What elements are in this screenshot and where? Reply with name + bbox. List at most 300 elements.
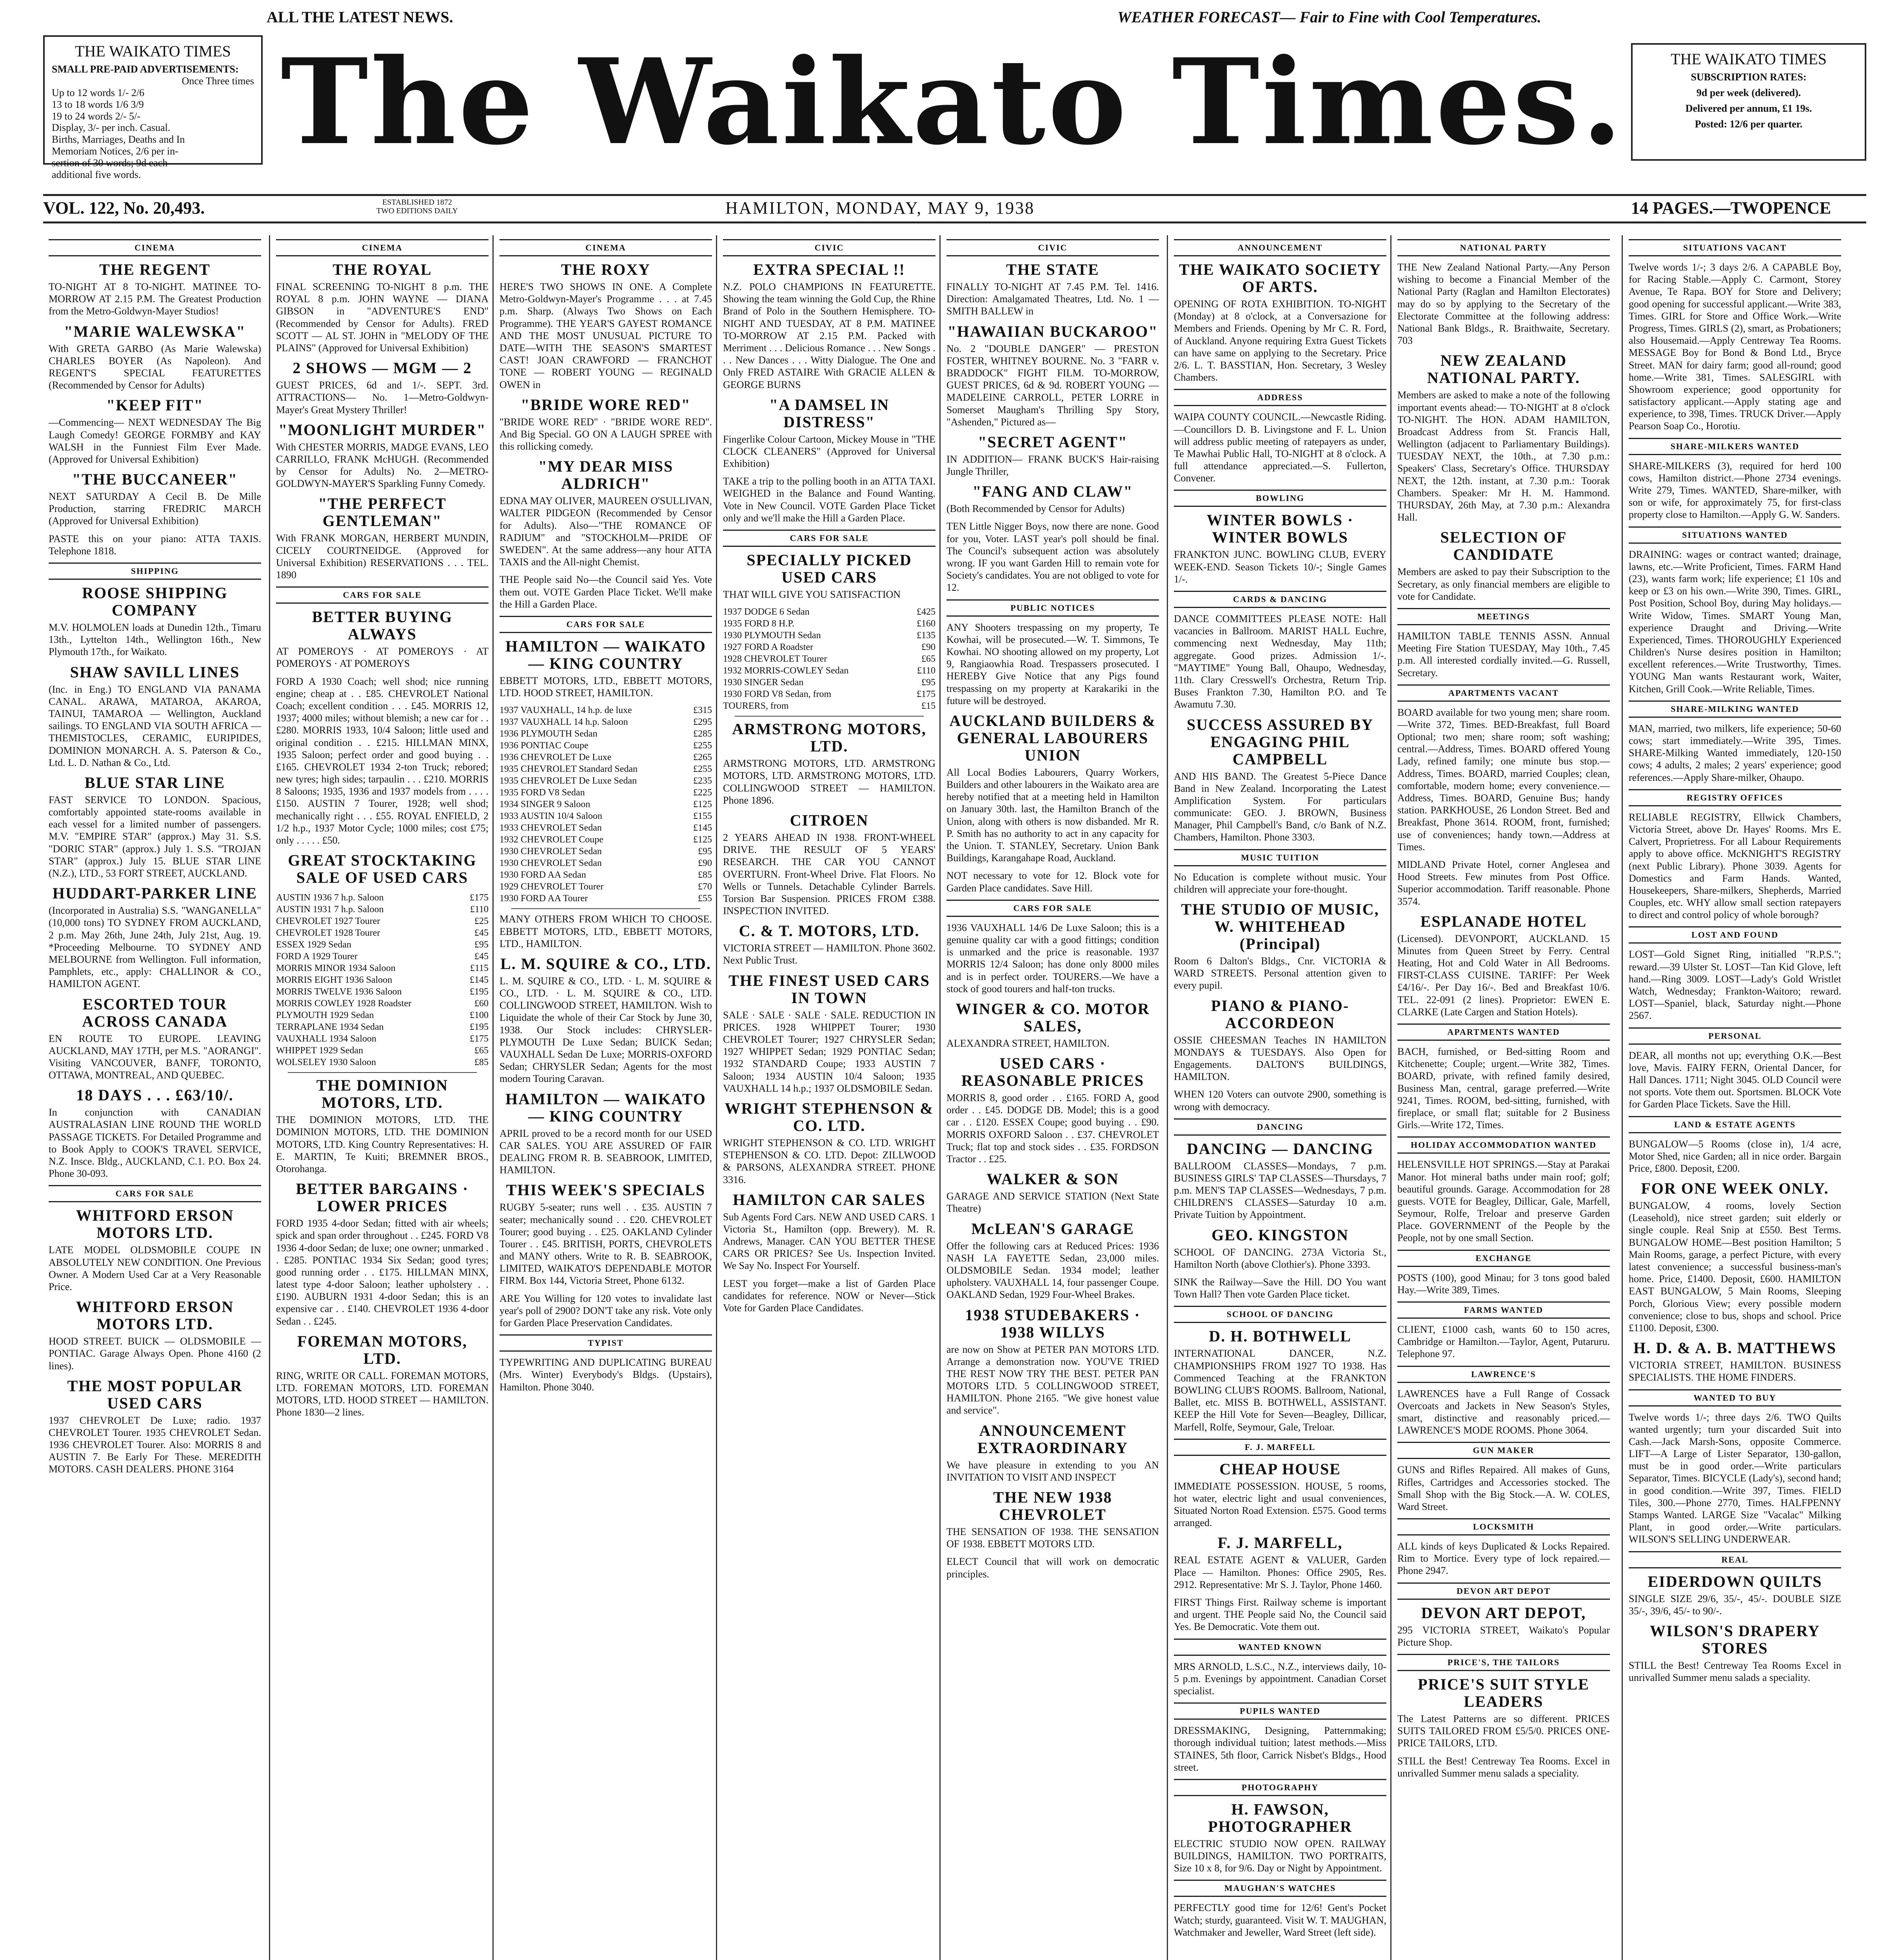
ad-heading: PRICE'S SUIT STYLE LEADERS (1418, 1675, 1589, 1710)
price-row-amount: £145 (693, 823, 712, 833)
ad-text: In conjunction with CANADIAN AUSTRALASIAN LINE ROUND THE WORLD PASSAGE TICKETS. For Detailed Programme and to Book Apply to COOK'S TRAVEL SERVICE, N.Z. Insce. Bldg., AUCKLAND, C.1. P.O. Box 24. Phone 30-093. (49, 1107, 261, 1180)
ad-text: 1937 CHEVROLET De Luxe; radio. 1937 CHEVROLET Tourer. 1935 CHEVROLET Sedan. 1936 CHEVROLET Tourer. Also: MORRIS 8 and AUSTIN 7. Be Early For These. MEREDITH MOTORS. CASH DEALERS. PHONE 3164 (49, 1414, 261, 1475)
price-row (500, 810, 712, 822)
ad-item (1629, 460, 1841, 521)
ad-item (500, 573, 712, 610)
price-row-amount: £175 (470, 1034, 489, 1044)
ad-text: LATE MODEL OLDSMOBILE COUPE IN ABSOLUTELY NEW CONDITION. One Previous Owner. A Modern Used Car at a Very Reasonable Price. (49, 1244, 261, 1292)
ad-item (1174, 1534, 1386, 1591)
ad-text: Room 6 Dalton's Bldgs., Cnr. VICTORIA & WARD STREETS. Personal attention given to every pupil. (1174, 955, 1386, 991)
section-heading: LAND & ESTATE AGENTS (1629, 1116, 1841, 1133)
ad-heading: "MOONLIGHT MURDER" (278, 421, 486, 439)
ad-text: FAST SERVICE TO LONDON. Spacious, comfortably appointed state-rooms available in each vessel for a limited number of passengers. M.V. "EMPIRE STAR" (approx.) May 31. S.S. "DORIC STAR" (approx.) July 1. S.S. "TROJAN STAR" (approx.) July 15. BLUE STAR LINE (N.Z.), LTD., 53 FORT STREET, AUCKLAND. (49, 794, 261, 879)
section-heading: SCHOOL OF DANCING (1174, 1306, 1386, 1323)
price-row (276, 904, 489, 915)
ad-item (276, 261, 489, 354)
price-row (276, 986, 489, 998)
price-row-item: MORRIS MINOR 1934 Saloon (276, 963, 396, 974)
section-heading: TYPIST (500, 1334, 712, 1352)
ad-heading: "SECRET AGENT" (978, 433, 1128, 451)
ad-text: EDNA MAY OLIVER, MAUREEN O'SULLIVAN, WALTER PIDGEON (Recommended by Censor for Adults). Also—"THE ROMANCE OF RADIUM" and "STOCKHOLM—PRIDE OF SWEDEN". At the same address—any hour ATTA TAXIS and the All-night Chemist. (500, 495, 712, 568)
ad-heading: THE STATE (1006, 261, 1099, 278)
section-heading: PUPILS WANTED (1174, 1702, 1386, 1720)
ad-text: THE New Zealand National Party.—Any Person wishing to become a Financial Member of the National Party (Raglan and Hamilton Electorates) may do so by applying to the Secretary of the Electorate Committee at the following address: National Bank Bldgs., R. Braithwaite, Secretary. 703 (1397, 261, 1610, 347)
ad-heading: DANCING — DANCING (1186, 1140, 1374, 1158)
price-row-amount: £110 (917, 666, 935, 676)
ad-heading: EXTRA SPECIAL !! (753, 261, 905, 278)
section-heading: ADDRESS (1174, 389, 1386, 406)
ad-item (49, 1298, 261, 1372)
ad-text: L. M. SQUIRE & CO., LTD. · L. M. SQUIRE & CO., LTD. · L. M. SQUIRE & CO., LTD. COLLINGWOOD STREET, HAMILTON. Wish to Liquidate the whole of their Car Stock by June 30, 1938. Our Stock includes: CHRYSLER-PLYMOUTH De Luxe Sedan; BUICK Sedan; VAUXHALL Sedan De Luxe; MORRIS-OXFORD Sedan; CHRYSLER Sedan; Agents for the most modern Touring Caravan. (500, 975, 712, 1085)
price-row-amount: £135 (917, 630, 935, 641)
ad-item (500, 955, 712, 1085)
ad-heading: 2 SHOWS — MGM — 2 (292, 359, 472, 377)
price-row-amount: £145 (470, 975, 489, 985)
section-heading: CIVIC (723, 239, 935, 256)
ad-text: Sub Agents Ford Cars. NEW AND USED CARS. 1 Victoria St., Hamilton (opp. Brewery). M. R. Andrews, Manager. CAN YOU BETTER THESE CARS OR PRICES? See Us. Inspection Invited. We Say No. Inspect For Yourself. (723, 1211, 935, 1272)
subscription-line: 9d per week (delivered). (1696, 87, 1801, 98)
ad-text: FINALLY TO-NIGHT AT 7.45 P.M. Tel. 1416. Direction: Amalgamated Theatres, Ltd. No. 1 — SMITH BALLEW in (946, 281, 1159, 317)
ad-heading: McLEAN'S GARAGE (971, 1220, 1134, 1238)
ad-text: ALEXANDRA STREET, HAMILTON. (946, 1037, 1110, 1049)
ad-text: WHEN 120 Voters can outvote 2900, something is wrong with democracy. (1174, 1089, 1386, 1112)
ad-heading: "MY DEAR MISS ALDRICH" (538, 457, 674, 493)
ad-text: Twelve words 1/-; three days 2/6. TWO Quilts wanted urgently; turn your discarded Suit into Cash.—Jack Marsh-Sons, opposite Commerce. LIFT—A Large of Lister Separator, 130-gallon, must be in good order.—Write particulars Separator, Times. BICYCLE (Lady's), second hand; in good condition.—Write 397, Times. FIELD Tiles, 300.—Phone 2770, Times. HALFPENNY Stamps Wanted. LARGE Size "Vacalac" Milking Plant, in good order.—Write particulars. WILSON'S SELLING UNDERWEAR. (1629, 1411, 1841, 1545)
ad-item (276, 495, 489, 581)
ad-item (723, 1191, 935, 1272)
section-heading: CARS FOR SALE (276, 586, 489, 604)
ad-item (723, 475, 935, 524)
price-row-item: 1930 FORD AA Tourer (500, 893, 588, 904)
ad-heading: USED CARS · REASONABLE PRICES (961, 1054, 1144, 1090)
ad-text: TYPEWRITING AND DUPLICATING BUREAU (Mrs. Winter) Everybody's Bldgs. (Upstairs), Hamilton. Phone 3040. (500, 1357, 712, 1393)
column-rule (939, 235, 941, 1960)
ad-text: 1936 VAUXHALL 14/6 De Luxe Saloon; this is a genuine quality car with a good fittings; condition is unmarked and the price is reasonable. 1937 MORRIS 12/4 Saloon; has done only 8000 miles and is in perfect order. TOURERS.—We have a stock of good tourers and half-ton trucks. (946, 922, 1159, 995)
ad-item (723, 922, 935, 966)
newspaper-column (1168, 235, 1392, 1960)
price-row (723, 677, 935, 688)
ad-text: DANCE COMMITTEES PLEASE NOTE: Hall vacancies in Ballroom. MARIST HALL Euchre, commencing next Wednesday, May 11th; aggregate. Good prizes. Admission 1/-. "MAYTIME" Young Ball, Ohaupo, Wednesday, 11th. Clary Cresswell's Orchestra, Return Trip. Buses Frankton 7.30, Hamilton P.O. and Te Awamutu 7.30. (1174, 613, 1386, 710)
price-row-amount: £65 (474, 1045, 489, 1056)
price-row-item: 1934 SINGER 9 Saloon (500, 799, 590, 810)
small-ads-line: SMALL PRE-PAID ADVERTISEMENTS: (52, 64, 239, 75)
price-row-item: MORRIS TWELVE 1936 Saloon (276, 987, 402, 997)
price-row-item: PLYMOUTH 1929 Sedan (276, 1010, 374, 1021)
section-heading: APARTMENTS VACANT (1397, 684, 1610, 702)
ad-text: SINGLE SIZE 29/6, 35/-, 45/-. DOUBLE SIZE 35/-, 39/6, 45/- to 90/-. (1629, 1593, 1841, 1617)
section-heading: DEVON ART DEPOT (1397, 1583, 1610, 1600)
ad-heading: HUDDART-PARKER LINE (52, 884, 258, 902)
column-rule (716, 235, 717, 1960)
ad-heading: THE ROXY (561, 261, 651, 278)
ad-item (1397, 913, 1610, 1018)
ad-item (1174, 512, 1386, 585)
column-rule (492, 235, 494, 1960)
price-row (500, 893, 712, 904)
ad-text: BALLROOM CLASSES—Mondays, 7 p.m. BUSINESS GIRLS' TAP CLASSES—Thursdays, 7 p.m. MEN'S TAP CLASSES—Wednesdays, 7 p.m. CHILDREN'S CLASSES—Saturday 10 a.m. Private Tuition by Appointment. (1174, 1160, 1386, 1221)
ad-item (1629, 811, 1841, 921)
price-row (276, 1045, 489, 1056)
price-row (500, 740, 712, 751)
ad-text: SINK the Railway—Save the Hill. DO You want Town Hall? Then vote Garden Place ticket. (1174, 1276, 1386, 1300)
section-heading: DANCING (1174, 1118, 1386, 1136)
section-heading: GUN MAKER (1397, 1442, 1610, 1459)
section-heading: PRICE'S, THE TAILORS (1397, 1654, 1610, 1671)
price-list-divider (511, 908, 700, 909)
ad-text: BOARD available for two young men; share room.—Write 372, Times. BED-Breakfast, full Board Optional; two men; share room; soft washing; central.—Address, Times. BOARD offered Young Lady, refined family; one minute bus stop.—Address, Times. BOARD, married Couples; clean, comfortable, modern home; every convenience.—Address, Times. BOARD, Genuine Bus; handy station. PARKHOUSE, 26 London Street. Bed and Breakfast, Phone 3614. ROOM, front, furnished; use of conveniences; handy town.—Address at Times. (1397, 706, 1610, 853)
ad-item (723, 720, 935, 806)
ad-item (49, 664, 261, 769)
ad-heading: ESCORTED TOUR ACROSS CANADA (82, 995, 228, 1030)
ad-text: VICTORIA STREET — HAMILTON. Phone 3602. Next Public Trust. (723, 942, 935, 966)
price-row-item: TERRAPLANE 1934 Sedan (276, 1022, 384, 1033)
price-row-item: 1930 SINGER Sedan (723, 677, 804, 688)
ad-item (1397, 1388, 1610, 1437)
ad-heading: BETTER BUYING ALWAYS (312, 608, 453, 643)
small-ads-line: additional five words. (52, 169, 141, 181)
section-heading: SHARE-MILKING WANTED (1629, 701, 1841, 718)
price-row-amount: £125 (693, 799, 712, 810)
price-row-item: 1937 VAUXHALL, 14 h.p. de luxe (500, 705, 632, 716)
price-row-item: 1933 CHEVROLET Sedan (500, 823, 602, 833)
price-row (276, 951, 489, 962)
ad-item (49, 885, 261, 990)
ad-item (1174, 1902, 1386, 1938)
ad-item (1629, 1180, 1841, 1334)
price-row-item: 1928 CHEVROLET Tourer (723, 654, 827, 664)
small-ads-rates-box (43, 35, 263, 181)
ad-item (1174, 1801, 1386, 1875)
ad-item (1174, 1088, 1386, 1112)
section-heading: LOST AND FOUND (1629, 926, 1841, 944)
ad-item (276, 1077, 489, 1175)
column-rule (1167, 235, 1168, 1960)
price-row-item: WOLSELEY 1930 Saloon (276, 1057, 376, 1068)
price-row-item: 1930 CHEVROLET Sedan (500, 858, 602, 869)
price-row-item: 1935 FORD 8 H.P. (723, 619, 795, 629)
price-row-item: FORD A 1929 Tourer (276, 951, 358, 962)
section-heading: APARTMENTS WANTED (1397, 1024, 1610, 1041)
section-heading: CINEMA (500, 239, 712, 256)
ad-text: We have pleasure in extending to you AN INVITATION TO VISIT AND INSPECT (946, 1459, 1159, 1483)
price-row-item: CHEVROLET 1927 Tourer (276, 916, 380, 927)
section-heading: REGISTRY OFFICES (1629, 789, 1841, 806)
price-row (276, 1056, 489, 1068)
ad-item (946, 621, 1159, 707)
section-heading: PHOTOGRAPHY (1174, 1779, 1386, 1796)
price-row-amount: £255 (693, 740, 712, 751)
ad-text: AND HIS BAND. The Greatest 5-Piece Dance Band in New Zealand. Incorporating the Latest Amplification System. For particulars communicate: GEO. J. BROWN, Business Manager, Phil Campbell's Band, c/o Bank of N.Z. Chambers, Hamilton. Phone 3303. (1174, 770, 1386, 843)
ad-text: FIRST Things First. Railway scheme is important and urgent. THE People said No, the Council said Yes. Be Democratic. Vote them out. (1174, 1597, 1386, 1633)
ad-item (1629, 1138, 1841, 1175)
ad-text: GUNS and Rifles Repaired. All makes of Guns, Rifles, Cartridges and Accessories stocked. The Small Shop with the Big Stock.—A. W. COLES, Ward Street. (1397, 1464, 1610, 1512)
ad-item (1397, 261, 1610, 347)
ad-text: REAL ESTATE AGENT & VALUER, Garden Place — Hamilton. Phones: Office 2905, Res. 2912. Representative: Mr S. J. Taylor, Phone 1460. (1174, 1554, 1386, 1590)
ad-text: IMMEDIATE POSSESSION. HOUSE, 5 rooms, hot water, electric light and usual conveniences, Situated Norton Road Extension. £575. Good terms arranged. (1174, 1480, 1386, 1529)
ad-heading: "MARIE WALEWSKA" (64, 322, 246, 340)
ad-item (1629, 948, 1841, 1022)
ad-item (723, 972, 935, 1094)
ad-text: NOT necessary to vote for 12. Block vote for Garden Place candidates. Save Hill. (946, 870, 1159, 894)
ad-item (946, 1489, 1159, 1550)
ad-text: INTERNATIONAL DANCER, N.Z. CHAMPIONSHIPS FROM 1927 TO 1938. Has Commenced Teaching at the FRANKTON BOWLING CLUB'S ROOMS. Ballroom, National, Ballet, etc. MISS B. BOTHWELL, ASSISTANT. KEEP the Hill Vote for Seven—Beagley, Dillicar, Marfell, Rolfe, Seymour, Gale, Treloar. (1174, 1348, 1386, 1433)
ad-heading: DEVON ART DEPOT, (1421, 1604, 1586, 1622)
price-row-amount: £155 (693, 811, 712, 822)
ad-item (500, 1091, 712, 1176)
price-row (276, 1033, 489, 1045)
ad-text: POSTS (100), good Minau; for 3 tons good baled Hay.—Write 389, Times. (1397, 1272, 1610, 1296)
ad-heading: WRIGHT STEPHENSON & CO. LTD. (725, 1099, 934, 1134)
ad-item (1174, 997, 1386, 1083)
ad-heading: EIDERDOWN QUILTS (1648, 1572, 1822, 1590)
ad-item (49, 323, 261, 392)
price-row (276, 962, 489, 974)
ad-heading: HAMILTON CAR SALES (733, 1191, 926, 1209)
ad-text: No. 2 "DOUBLE DANGER" — PRESTON FOSTER, WHITNEY BOURNE. No. 3 "FARR v. BRADDOCK" FIGHT FILM. TO-MORROW, GUEST PRICES, 6d & 9d. ROBERT YOUNG — MADELEINE CARROLL, PETER LORRE in Somerset Maugham's Thrilling Spy Story, "Ashenden," Pictured as— (946, 343, 1159, 428)
ad-heading: THE WAIKATO SOCIETY OF ARTS. (1179, 261, 1381, 296)
newspaper-column (43, 235, 267, 1960)
price-row-item: AUSTIN 1936 7 h.p. Saloon (276, 893, 384, 903)
small-ads-box-title: THE WAIKATO TIMES (75, 42, 231, 60)
section-heading: HOLIDAY ACCOMMODATION WANTED (1397, 1136, 1610, 1154)
ad-item (1629, 1339, 1841, 1383)
column-rule (1390, 235, 1391, 1960)
price-row (500, 857, 712, 869)
ad-item (1629, 1622, 1841, 1684)
ad-item (946, 483, 1159, 515)
ad-item (946, 869, 1159, 894)
price-row-amount: £425 (917, 607, 935, 617)
price-row (276, 1021, 489, 1033)
ad-heading: SELECTION OF CANDIDATE (1440, 528, 1567, 564)
price-row (500, 846, 712, 857)
price-row-amount: £160 (917, 619, 935, 629)
ad-item (1174, 1140, 1386, 1221)
ad-heading: "FANG AND CLAW" (972, 483, 1133, 501)
ad-text: ARMSTRONG MOTORS, LTD. ARMSTRONG MOTORS, LTD. ARMSTRONG MOTORS, LTD. COLLINGWOOD STREET — HAMILTON. Phone 1896. (723, 758, 935, 806)
section-heading: EXCHANGE (1397, 1250, 1610, 1267)
ad-item (1174, 871, 1386, 895)
price-row-amount: £115 (470, 963, 489, 974)
ad-heading: "KEEP FIT" (106, 396, 203, 414)
section-heading: LAWRENCE'S (1397, 1366, 1610, 1383)
ad-item (723, 1278, 935, 1314)
ad-text: M.V. HOLMOLEN loads at Dunedin 12th., Timaru 13th., Lyttelton 14th., Wellington 16th., New Plymouth 17th., for Waikato. (49, 622, 261, 658)
ad-item (946, 323, 1159, 428)
small-ads-line: sertion of 30 words; 9d each (52, 157, 168, 169)
ad-item (49, 1087, 261, 1180)
price-row (500, 763, 712, 775)
price-row (276, 927, 489, 939)
price-row (500, 869, 712, 881)
price-row-item: AUSTIN 1931 7 h.p. Saloon (276, 904, 384, 915)
price-row (500, 799, 712, 810)
ad-text: AT POMEROYS · AT POMEROYS · AT POMEROYS · AT POMEROYS (276, 646, 489, 670)
ad-item (276, 1180, 489, 1327)
ad-heading: GREAT STOCKTAKING SALE OF USED CARS (288, 851, 477, 887)
price-list-divider (735, 716, 924, 717)
ad-item (946, 1220, 1159, 1301)
price-row-amount: £100 (470, 1010, 489, 1021)
column-rule (269, 235, 270, 1960)
ad-item (49, 1377, 261, 1475)
ad-text: DRAINING: wages or contract wanted; drainage, lawns, etc.—Write Proficient, Times. FARM Hand (23), wants farm work; life experience; £1 10s and keep or £3 on his own.—Write 390, Times. GIRL, Post Position, School Boy, during May holidays.—Write Widow, Times. SMART Young Man, experience Draught and Driving.—Write Experienced, Times. THOROUGHLY Experienced Children's Nurse desires position in Hamilton; excellent references.—Write Trustworthy, Times. YOUNG Man wants Restaurant work, Waiter, Kitchen, Grill Cook.—Write Reliable, Times. (1629, 548, 1841, 695)
ad-item (49, 584, 261, 658)
ad-item (946, 712, 1159, 864)
price-row (723, 618, 935, 630)
ad-text: SALE · SALE · SALE · SALE. REDUCTION IN PRICES. 1928 WHIPPET Tourer; 1930 CHEVROLET Tourer; 1927 CHRYSLER Sedan; 1927 WHIPPET Sedan; 1929 PONTIAC Sedan; 1932 STANDARD Coupe; 1933 AUSTIN 7 Saloon; 1934 AUSTIN 10/4 Saloon; 1935 VAUXHALL 14 h.p.; 1937 OLDSMOBILE Sedan. (723, 1009, 935, 1094)
ad-text: ARE You Willing for 120 votes to invalidate last year's poll of 2900? DON'T take any risk. Vote only for Garden Place Preservation Candidates. (500, 1292, 712, 1328)
section-heading: PUBLIC NOTICES (946, 599, 1159, 617)
subscription-line: Posted: 12/6 per quarter. (1695, 118, 1803, 130)
ad-text: GARAGE AND SERVICE STATION (Next State Theatre) (946, 1191, 1159, 1214)
ad-item (1174, 411, 1386, 484)
small-ads-line: Memoriam Notices, 2/6 per in- (52, 145, 178, 157)
ad-item (1397, 1045, 1610, 1131)
ad-item (49, 774, 261, 879)
ad-text: SCHOOL OF DANCING. 273A Victoria St., Hamilton North (above Clothier's). Phone 3393. (1174, 1246, 1386, 1270)
ad-item (1174, 261, 1386, 383)
ad-item (1397, 706, 1610, 853)
price-row-item: 1935 CHEVROLET De Luxe Sedan (500, 776, 637, 786)
ad-text: 295 VICTORIA STREET, Waikato's Popular Picture Shop. (1397, 1624, 1610, 1648)
price-row (500, 716, 712, 728)
ad-item (1397, 352, 1610, 523)
price-row (276, 998, 489, 1009)
price-row-item: 1932 MORRIS-COWLEY Sedan (723, 666, 849, 676)
ad-text: —Commencing— NEXT WEDNESDAY The Big Laugh Comedy! GEORGE FORMBY and KAY WALSH in the Funniest Film Ever Made. (Approved for Universal Exhibition) (49, 417, 261, 465)
section-heading: MUSIC TUITION (1174, 849, 1386, 866)
ad-heading: FOR ONE WEEK ONLY. (1641, 1180, 1829, 1198)
ad-item (723, 396, 935, 470)
ad-heading: SHAW SAVILL LINES (70, 663, 240, 681)
ad-text: FORD 1935 4-door Sedan; fitted with air wheels; spick and span order throughout . . £245. FORD V8 1936 4-door Sedan; de luxe; one owner; unmarked . . £285. PONTIAC 1934 Six Sedan; good tyres; good running order . . £175. HILLMAN MINX, latest type 4-door Saloon; leather upholstery . . £190. AUBURN 1931 4-door Sedan; this is an expensive car . . £140. CHEVROLET 1936 4-door Sedan . . £245. (276, 1218, 489, 1327)
ad-heading: THE DOMINION MOTORS, LTD. (316, 1076, 449, 1112)
price-row (500, 751, 712, 763)
ad-heading: AUCKLAND BUILDERS & GENERAL LABOURERS UNION (949, 711, 1156, 764)
ad-item (1397, 1676, 1610, 1749)
ad-item (1174, 1461, 1386, 1529)
ad-text: Twelve words 1/-; 3 days 2/6. A CAPABLE Boy, for Racing Stable.—Apply C. Carmont, Storey Avenue, Te Rapa. BOY for Store and Delivery; good opening for successful applicant.—Write 383, Times. GIRL for Store and Office Work.—Write Progress, Times. GIRLS (2), smart, as Probationers; also Housemaid.—Apply Centreway Tea Rooms. MESSAGE Boy for Bond & Bond Ltd., Bryce Street. MAN for dairy farm; good all-round; good home.—Write 381, Times. SALESGIRL with Showroom experience; good opportunity for satisfactory applicant.—Apply stating age and experience, to 398, Times. TRUCK Driver.—Apply Pearson Soap Co., Horotiu. (1629, 261, 1841, 432)
ad-text: 2 YEARS AHEAD IN 1938. FRONT-WHEEL DRIVE. THE RESULT OF 5 YEARS' RESEARCH. THE CAR YOU CANNOT OVERTURN. Front-Wheel Drive. Flat Floors. No Wells or Tunnels. Detachable Cylinder Barrels. Torsion Bar Suspension. PRICES FROM £388. INSPECTION INVITED. (723, 831, 935, 917)
price-row-amount: £25 (474, 916, 489, 927)
ad-text: MANY OTHERS FROM WHICH TO CHOOSE. EBBETT MOTORS, LTD., EBBETT MOTORS, LTD., HAMILTON. (500, 913, 712, 949)
price-row-amount: £45 (474, 928, 489, 938)
ad-heading: THE STUDIO OF MUSIC, W. WHITEHEAD (Principal) (1181, 900, 1379, 953)
ad-item (276, 608, 489, 670)
ad-item (49, 261, 261, 318)
top-left-tagline: ALL THE LATEST NEWS. (267, 8, 453, 26)
ad-item (946, 1307, 1159, 1417)
price-row (723, 665, 935, 677)
price-row-item: ESSEX 1929 Sedan (276, 940, 351, 950)
price-row-amount: £315 (693, 705, 712, 716)
ad-item (723, 812, 935, 917)
small-ads-line: Once Three times (182, 75, 254, 87)
price-row (500, 704, 712, 716)
ad-item (500, 638, 712, 699)
ad-item (1397, 1158, 1610, 1244)
price-row-amount: £90 (698, 858, 712, 869)
ad-item (723, 261, 935, 391)
ad-item (1397, 1272, 1610, 1296)
ad-text: MAN, married, two milkers, life experience; 50-60 cows; start immediately.—Write 395, Times. SHARE-Milking Wanted immediately, 120-150 cows; 4 adults, 2 males; 2 years' experience; good references.—Apply Share-milker, Ohaupo. (1629, 722, 1841, 783)
ad-text: APRIL proved to be a record month for our USED CAR SALES. YOU ARE ASSURED OF FAIR DEALING FROM R. B. SEABROOK, LIMITED, HAMILTON. (500, 1127, 712, 1176)
section-heading: REAL (1629, 1551, 1841, 1568)
ad-heading: HAMILTON — WAIKATO — KING COUNTRY (505, 1090, 706, 1125)
ad-item (500, 1356, 712, 1393)
price-row-amount: £285 (693, 729, 712, 739)
price-row-item: MORRIS EIGHT 1936 Saloon (276, 975, 392, 985)
section-heading: SHARE-MILKERS WANTED (1629, 438, 1841, 455)
ad-text: STILL the Best! Centreway Tea Rooms. Excel in unrivalled Summer menu salads a speciality. (1397, 1755, 1610, 1779)
ad-text: FORD A 1930 Coach; well shod; nice running engine; cheap at . . £85. CHEVROLET National Coach; excellent condition . . . £45. MORRIS 12, 1937; 4000 miles; without blemish; a new car for . . £280. MORRIS 1933, 10/4 Saloon; little used and original condition . . £215. HILLMAN MINX, 1935 Saloon; perfect order and good buying . . £165. CHEVROLET 1934 2-ton Truck; rebored; new tyres; high sides; tarpaulin . . . £210. MORRIS 8 Saloons; 1935, 1936 and 1937 models from . . . . £150. AUSTIN 7 Tourer, 1928; well shod; mechanically right . . . £55. ROYAL ENFIELD, 2 1/2 h.p., 1937 Motor Cycle; 1000 miles; cost £75; only . . . . . £50. (276, 675, 489, 846)
section-heading: CARS FOR SALE (723, 530, 935, 547)
ad-heading: L. M. SQUIRE & CO., LTD. (500, 955, 711, 973)
section-heading: MEETINGS (1397, 608, 1610, 625)
ad-item (1174, 613, 1386, 711)
established-note: ESTABLISHED 1872 TWO EDITIONS DAILY (376, 198, 458, 215)
ad-heading: HAMILTON — WAIKATO — KING COUNTRY (505, 637, 706, 672)
ad-heading: BETTER BARGAINS · LOWER PRICES (296, 1180, 469, 1215)
ad-item (946, 1422, 1159, 1483)
price-row-item: 1937 DODGE 6 Sedan (723, 607, 810, 617)
ad-item (49, 1207, 261, 1293)
ad-item (276, 359, 489, 416)
ad-heading: D. H. BOTHWELL (1209, 1327, 1351, 1345)
ad-text: EN ROUTE TO EUROPE. LEAVING AUCKLAND, MAY 17TH, per M.S. "AORANGI". Visiting VANCOUVER, BANFF, TORONTO, OTTAWA, MONTREAL, AND QUEBEC. (49, 1033, 261, 1081)
ad-heading: THE FINEST USED CARS IN TOWN (728, 971, 930, 1007)
ad-text: ELECT Council that will work on democratic principles. (946, 1556, 1159, 1580)
price-row-amount: £175 (470, 893, 489, 903)
price-row (276, 1009, 489, 1021)
price-row-item: 1935 CHEVROLET Standard Sedan (500, 764, 638, 775)
ad-text: CLIENT, £1000 cash, wants 60 to 150 acres, Cambridge or Hamilton.—Taylor, Agent, Putaruru. Telephone 97. (1397, 1324, 1610, 1360)
ad-item (1629, 261, 1841, 432)
price-row (723, 641, 935, 653)
ad-item (500, 1292, 712, 1329)
ad-item (49, 533, 261, 557)
ad-heading: WHITFORD ERSON MOTORS LTD. (76, 1298, 234, 1333)
price-row-amount: £65 (921, 654, 935, 664)
ad-text: LAWRENCES have a Full Range of Cossack Overcoats and Jackets in New Season's Styles, smart, distinctive and reasonably priced.—LAWRENCE'S MODE ROOMS. Phone 3064. (1397, 1388, 1610, 1436)
ad-text: LOST—Gold Signet Ring, initialled "R.P.S."; reward.—39 Ulster St. LOST—Tan Kid Glove, left hand.—Ring 3009. LOST—Lady's Gold Wristlet Watch, Wednesday; Frankton-Waitoro; reward. LOST—Spaniel, black, Saturday night.—Phone 2567. (1629, 949, 1841, 1022)
price-row-amount: £45 (474, 951, 489, 962)
section-heading: CARS FOR SALE (946, 900, 1159, 917)
ad-item (1629, 1049, 1841, 1111)
ad-text: With FRANK MORGAN, HERBERT MUNDIN, CICELY COURTNEIDGE. (Approved for Universal Exhibition) RESERVATIONS . . . TEL. 1890 (276, 532, 489, 581)
ad-text: THE People said No—the Council said Yes. Vote them out. VOTE Garden Place Ticket. We'll make the Hill a Garden Place. (500, 574, 712, 610)
ad-heading: CHEAP HOUSE (1219, 1460, 1341, 1478)
ad-item (1174, 716, 1386, 844)
price-row-item: 1929 CHEVROLET Tourer (500, 882, 604, 892)
section-heading: BOWLING (1174, 490, 1386, 507)
subscription-line: SUBSCRIPTION RATES: (1691, 71, 1807, 83)
ad-heading: F. J. MARFELL, (1217, 1534, 1343, 1552)
section-heading: LOCKSMITH (1397, 1518, 1610, 1535)
ad-text: IN ADDITION— FRANK BUCK'S Hair-raising Jungle Thriller, (946, 453, 1159, 477)
ad-text: (Licensed). DEVONPORT, AUCKLAND. 15 Minutes from Queen Street by Ferry. Central Heating, Hot and Cold Water in All Bedrooms. FIRST-CLASS CUISINE. TARIFF: Per Week £4/16/-. Per Day 16/-. Bed and Breakfast 10/6. TEL. 22-091 (2 lines). Proprietor: EWEN E. CLARKE (Late Cargen and Station Hotels). (1397, 933, 1610, 1018)
small-ads-line: 13 to 18 words 1/6 3/9 (52, 98, 144, 110)
section-heading: CARS FOR SALE (49, 1185, 261, 1202)
ad-text: FRANKTON JUNC. BOWLING CLUB, EVERY WEEK-END. Season Tickets 10/-; Single Games 1/-. (1174, 549, 1386, 585)
ad-item (1397, 529, 1610, 603)
ad-item (1397, 1604, 1610, 1648)
ad-text: ANY Shooters trespassing on my property, Te Kowhai, will be prosecuted.—W. T. Simmons, Te Kowhai. NO shooting allowed on my property, Lot 9, Rangiaowhia Road. Trespassers prosecuted. I HEREBY Give Notice that any Pigs found trespassing on my property at Karakariki in the future will be destroyed. (946, 621, 1159, 706)
price-row-amount: £90 (921, 642, 935, 653)
ad-text: TO-NIGHT AT 8 TO-NIGHT. MATINEE TO-MORROW AT 2.15 P.M. The Greatest Production from the Metro-Goldwyn-Mayer Studios! (49, 281, 261, 317)
small-ads-line: Display, 3/- per inch. Casual. (52, 122, 171, 134)
